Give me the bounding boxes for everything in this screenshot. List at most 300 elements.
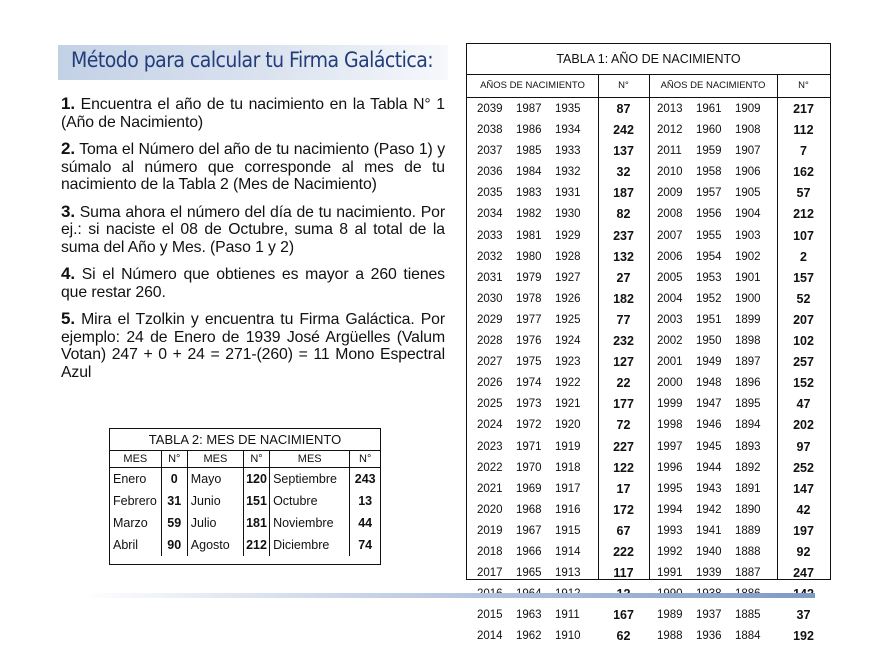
year-number: 117 [613,566,634,581]
year-row [657,394,777,415]
year-row [657,479,777,500]
year-cell: 1943 [696,482,722,495]
month-number: 31 [161,490,187,512]
year-number: 27 [616,270,631,285]
year-cell: 2006 [657,250,683,263]
year-cell: 1926 [555,292,581,305]
year-cell: 1955 [696,229,722,242]
year-cell: 1894 [735,419,761,432]
year-cell: 2001 [657,356,683,369]
year-cell: 1995 [657,482,683,495]
year-cell: 1983 [516,187,542,200]
year-row [657,521,777,542]
year-number: 87 [616,102,631,116]
year-cell: 1885 [735,609,761,622]
year-cell: 1972 [516,419,542,432]
year-cell: 1980 [516,250,542,263]
step-text: Suma ahora el número del día de tu nacimiento. Por ej.: si naciste el 08 de Octubre, suma 8 al total de la suma del Año y Mes. (Paso 1 y 2) [61,203,445,256]
step-number: 2. [61,139,75,158]
year-row [477,479,597,500]
year-cell: 1884 [735,630,761,643]
year-cell: 1907 [735,145,761,158]
year-number: 127 [613,355,634,370]
year-cell: 1915 [555,524,581,537]
year-cell: 1960 [696,124,722,137]
year-number: 217 [793,102,814,116]
month-table-caption: TABLA 2: MES DE NACIMIENTO [110,429,380,451]
year-row [657,626,777,647]
year-number: 47 [796,397,811,412]
year-number: 92 [796,544,811,559]
year-number: 122 [613,460,634,475]
year-cell: 1933 [555,145,581,158]
year-row [657,120,777,141]
header-cell: N° [161,451,187,468]
month-name: Enero [113,472,147,486]
year-cell: 1914 [555,545,581,558]
year-cell: 1913 [555,567,581,580]
year-cell: 1968 [516,503,542,516]
year-number: 237 [613,228,634,243]
year-cell: 2005 [657,271,683,284]
year-cell: 1940 [696,545,722,558]
year-number: 177 [613,397,634,412]
year-row [477,521,597,542]
year-cell: 1900 [735,292,761,305]
year-cell: 2015 [477,609,503,622]
month-number: 212 [243,534,269,556]
decorative-rule [80,593,815,598]
year-cell: 2014 [477,630,503,643]
year-cell: 1892 [735,461,761,474]
year-cell: 1890 [735,503,761,516]
year-cell: 2022 [477,461,503,474]
years-left-column [477,99,597,647]
year-number: 242 [613,123,634,138]
year-cell: 1957 [696,187,722,200]
step-text: Toma el Número del año de tu nacimiento (Paso 1) y súmalo al número que corresponde al mes de tu nacimiento de la Tabla 2 (Mes de Nacimiento) [61,141,445,193]
month-number: 90 [161,534,187,556]
year-row [657,563,777,584]
year-cell: 1991 [657,567,683,580]
header-cell: N° [618,80,629,91]
year-number: 42 [796,502,811,517]
step-3 [61,203,445,257]
year-number: 212 [793,207,814,222]
year-number: 112 [793,123,814,138]
year-cell: 1910 [555,630,581,643]
year-number: 62 [616,629,631,644]
year-cell: 2000 [657,377,683,390]
year-cell: 1946 [696,419,722,432]
year-cell: 2032 [477,250,503,263]
year-row [477,458,597,479]
year-table-caption: TABLA 1: AÑO DE NACIMIENTO [467,44,830,75]
year-number: 77 [616,312,631,327]
year-number: 187 [613,186,634,201]
year-number: 247 [793,566,814,581]
year-cell: 1903 [735,229,761,242]
year-cell: 1944 [696,461,722,474]
year-number: 137 [613,144,634,159]
year-row [477,247,597,268]
year-number: 57 [796,186,811,201]
year-cell: 1970 [516,461,542,474]
year-cell: 1947 [696,398,722,411]
year-row [657,141,777,162]
year-cell: 2020 [477,503,503,516]
year-row [477,373,597,394]
page-title: Método para calcular tu Firma Galáctica: [71,48,434,72]
year-cell: 1967 [516,524,542,537]
year-cell: 1920 [555,419,581,432]
year-cell: 2039 [477,103,503,115]
divider [649,75,650,579]
year-cell: 1977 [516,313,542,326]
year-cell: 2034 [477,208,503,221]
year-row [477,141,597,162]
year-cell: 2033 [477,229,503,242]
year-number: 202 [793,418,814,433]
month-name: Abril [113,538,139,552]
year-number: 197 [793,523,814,538]
year-number: 227 [613,439,634,454]
year-cell: 1931 [555,187,581,200]
year-row [477,120,597,141]
year-cell: 1929 [555,229,581,242]
year-cell: 1985 [516,145,542,158]
step-text: Mira el Tzolkin y encuentra tu Firma Galáctica. Por ejemplo: 24 de Enero de 1939 José Argüelles (Valum Votan) 247 + 0 + 24 = 271-(260) = 11 Mono Espectral Azul [61,311,445,381]
year-cell: 1945 [696,440,722,453]
header-cell: N° [350,451,380,468]
year-cell: 1998 [657,419,683,432]
month-name: Agosto [187,534,243,556]
year-cell: 1981 [516,229,542,242]
year-cell: 1959 [696,145,722,158]
header-cell: N° [798,80,809,91]
month-number: 44 [350,512,380,534]
table-row [110,534,380,556]
year-row [657,331,777,352]
year-cell: 1928 [555,250,581,263]
year-cell: 1889 [735,524,761,537]
year-cell: 1932 [555,166,581,179]
year-row [477,415,597,436]
month-number: 13 [350,490,380,512]
year-cell: 1935 [555,103,581,115]
year-cell: 1887 [735,567,761,580]
step-4 [61,265,445,301]
month-name: Marzo [113,516,148,530]
year-cell: 1909 [735,103,761,115]
month-number: 151 [243,490,269,512]
year-cell: 1899 [735,313,761,326]
year-cell: 1895 [735,398,761,411]
year-cell: 1954 [696,250,722,263]
year-row [477,500,597,521]
month-table-header [110,451,380,468]
year-cell: 1942 [696,503,722,516]
year-row [657,310,777,331]
year-number: 157 [793,270,814,285]
year-cell: 1993 [657,524,683,537]
step-2 [61,140,445,194]
step-number: 3. [61,201,75,221]
year-cell: 2024 [477,419,503,432]
year-number: 107 [793,228,814,243]
year-row [477,268,597,289]
step-5 [61,310,445,381]
step-number: 1. [61,94,75,113]
month-number: 181 [243,512,269,534]
header-cell: AÑOS DE NACIMIENTO [660,80,766,91]
year-cell: 1978 [516,292,542,305]
year-cell: 1961 [696,103,722,115]
year-cell: 2031 [477,271,503,284]
year-cell: 2026 [477,377,503,390]
year-cell: 1958 [696,166,722,179]
year-cell: 1918 [555,461,581,474]
year-cell: 2017 [477,567,503,580]
instructions [61,95,445,390]
year-number: 162 [793,165,814,180]
year-cell: 2035 [477,187,503,200]
year-cell: 2008 [657,208,683,221]
year-row [477,563,597,584]
year-cell: 1930 [555,208,581,221]
step-number: 4. [61,264,75,283]
table-row [110,512,380,534]
year-number: 257 [793,355,814,370]
year-number: 222 [613,544,634,559]
year-cell: 1898 [735,335,761,348]
year-row [657,352,777,373]
year-number: 52 [796,291,811,306]
year-row [477,183,597,204]
year-cell: 2027 [477,356,503,369]
month-number: 243 [350,468,380,491]
year-number: 102 [793,334,814,349]
year-cell: 2023 [477,440,503,453]
year-cell: 1901 [735,271,761,284]
year-cell: 1897 [735,356,761,369]
year-cell: 1949 [696,356,722,369]
month-name: Julio [187,512,243,534]
year-cell: 1921 [555,398,581,411]
year-cell: 1939 [696,567,722,580]
year-row [657,247,777,268]
year-cell: 1982 [516,208,542,221]
year-cell: 1979 [516,271,542,284]
year-cell: 1989 [657,609,683,622]
month-name: Noviembre [270,512,350,534]
month-name: Junio [187,490,243,512]
year-row [657,99,777,120]
numbers-left-column [598,99,649,647]
year-number: 252 [793,460,814,475]
year-number: 192 [793,629,814,644]
year-cell: 2028 [477,335,503,348]
year-cell: 2021 [477,482,503,495]
year-cell: 1917 [555,482,581,495]
year-cell: 1987 [516,103,542,115]
year-cell: 1963 [516,609,542,622]
year-number: 7 [800,144,807,159]
year-row [477,310,597,331]
step-1 [61,95,445,131]
year-row [477,162,597,183]
year-cell: 1965 [516,567,542,580]
year-number: 182 [613,291,634,306]
year-cell: 1924 [555,335,581,348]
step-text: Si el Número que obtienes es mayor a 260 tienes que restar 260. [61,266,445,301]
year-cell: 1966 [516,545,542,558]
year-cell: 2037 [477,145,503,158]
year-cell: 2019 [477,524,503,537]
year-cell: 1904 [735,208,761,221]
year-row [657,204,777,225]
year-cell: 2011 [657,145,682,158]
year-cell: 2003 [657,313,683,326]
table-row [110,468,380,491]
year-row [657,605,777,626]
year-row [657,226,777,247]
year-row [477,99,597,120]
header-cell: N° [243,451,269,468]
year-cell: 1951 [696,313,722,326]
year-row [477,626,597,647]
year-cell: 1999 [657,398,683,411]
year-number: 2 [800,249,807,264]
month-number: 120 [243,468,269,491]
year-row [657,437,777,458]
year-cell: 2018 [477,545,503,558]
year-number: 152 [793,376,814,391]
year-row [657,183,777,204]
year-cell: 2012 [657,124,683,137]
year-number: 37 [796,608,811,623]
year-cell: 1919 [555,440,581,453]
table-row [110,490,380,512]
year-row [657,415,777,436]
month-name: Octubre [270,490,350,512]
year-cell: 2009 [657,187,683,200]
years-right-column [657,99,777,647]
year-row [657,500,777,521]
year-cell: 1974 [516,377,542,390]
year-cell: 1996 [657,461,683,474]
year-row [477,605,597,626]
year-cell: 1973 [516,398,542,411]
month-name: Mayo [187,468,243,491]
year-cell: 1992 [657,545,683,558]
year-cell: 1956 [696,208,722,221]
header-cell: MES [270,451,350,468]
header-cell: AÑOS DE NACIMIENTO [480,80,585,91]
step-number: 5. [61,309,75,328]
year-row [657,542,777,563]
year-cell: 1971 [516,440,542,453]
year-cell: 2007 [657,229,683,242]
year-cell: 1994 [657,503,683,516]
year-cell: 1891 [735,482,761,495]
month-name: Diciembre [270,534,350,556]
year-cell: 2038 [477,124,503,137]
year-cell: 1997 [657,440,683,453]
header-cell: MES [110,451,161,468]
year-cell: 2029 [477,313,503,326]
year-row [477,289,597,310]
month-name: Febrero [113,494,157,508]
year-cell: 1893 [735,440,761,453]
year-cell: 1916 [555,503,581,516]
year-cell: 1922 [555,377,581,390]
year-row [657,162,777,183]
year-number: 22 [616,376,631,391]
year-cell: 2025 [477,398,503,411]
year-cell: 1975 [516,356,542,369]
year-cell: 1906 [735,166,761,179]
year-cell: 1905 [735,187,761,200]
year-number: 97 [796,439,811,454]
year-cell: 2030 [477,292,503,305]
year-number: 17 [616,481,631,496]
year-cell: 1988 [657,630,683,643]
year-cell: 1923 [555,356,581,369]
year-number: 147 [793,481,814,496]
year-cell: 2010 [657,166,683,179]
year-cell: 1952 [696,292,722,305]
year-cell: 1948 [696,377,722,390]
year-cell: 1888 [735,545,761,558]
year-cell: 1986 [516,124,542,137]
year-row [657,268,777,289]
year-cell: 1941 [696,524,722,537]
year-row [657,289,777,310]
year-row [477,331,597,352]
month-number: 0 [161,468,187,491]
year-cell: 1934 [555,124,581,137]
year-cell: 1937 [696,609,722,622]
year-cell: 2002 [657,335,683,348]
year-row [477,437,597,458]
year-number: 72 [616,418,631,433]
year-cell: 1962 [516,630,542,643]
year-cell: 1953 [696,271,722,284]
year-cell: 1925 [555,313,581,326]
step-text: Encuentra el año de tu nacimiento en la Tabla N° 1 (Año de Nacimiento) [61,96,445,131]
year-row [657,458,777,479]
year-number: 32 [616,165,631,180]
header-cell: MES [187,451,243,468]
year-cell: 1902 [735,250,761,263]
year-number: 167 [613,608,634,623]
year-cell: 1950 [696,335,722,348]
year-cell: 1896 [735,377,761,390]
year-cell: 1976 [516,335,542,348]
year-row [657,373,777,394]
year-cell: 1911 [555,609,580,622]
year-number: 132 [613,249,634,264]
year-row [477,542,597,563]
year-row [477,352,597,373]
year-cell: 2004 [657,292,683,305]
year-cell: 1984 [516,166,542,179]
month-table [109,428,381,565]
month-number: 74 [350,534,380,556]
year-number: 207 [793,312,814,327]
year-cell: 1969 [516,482,542,495]
